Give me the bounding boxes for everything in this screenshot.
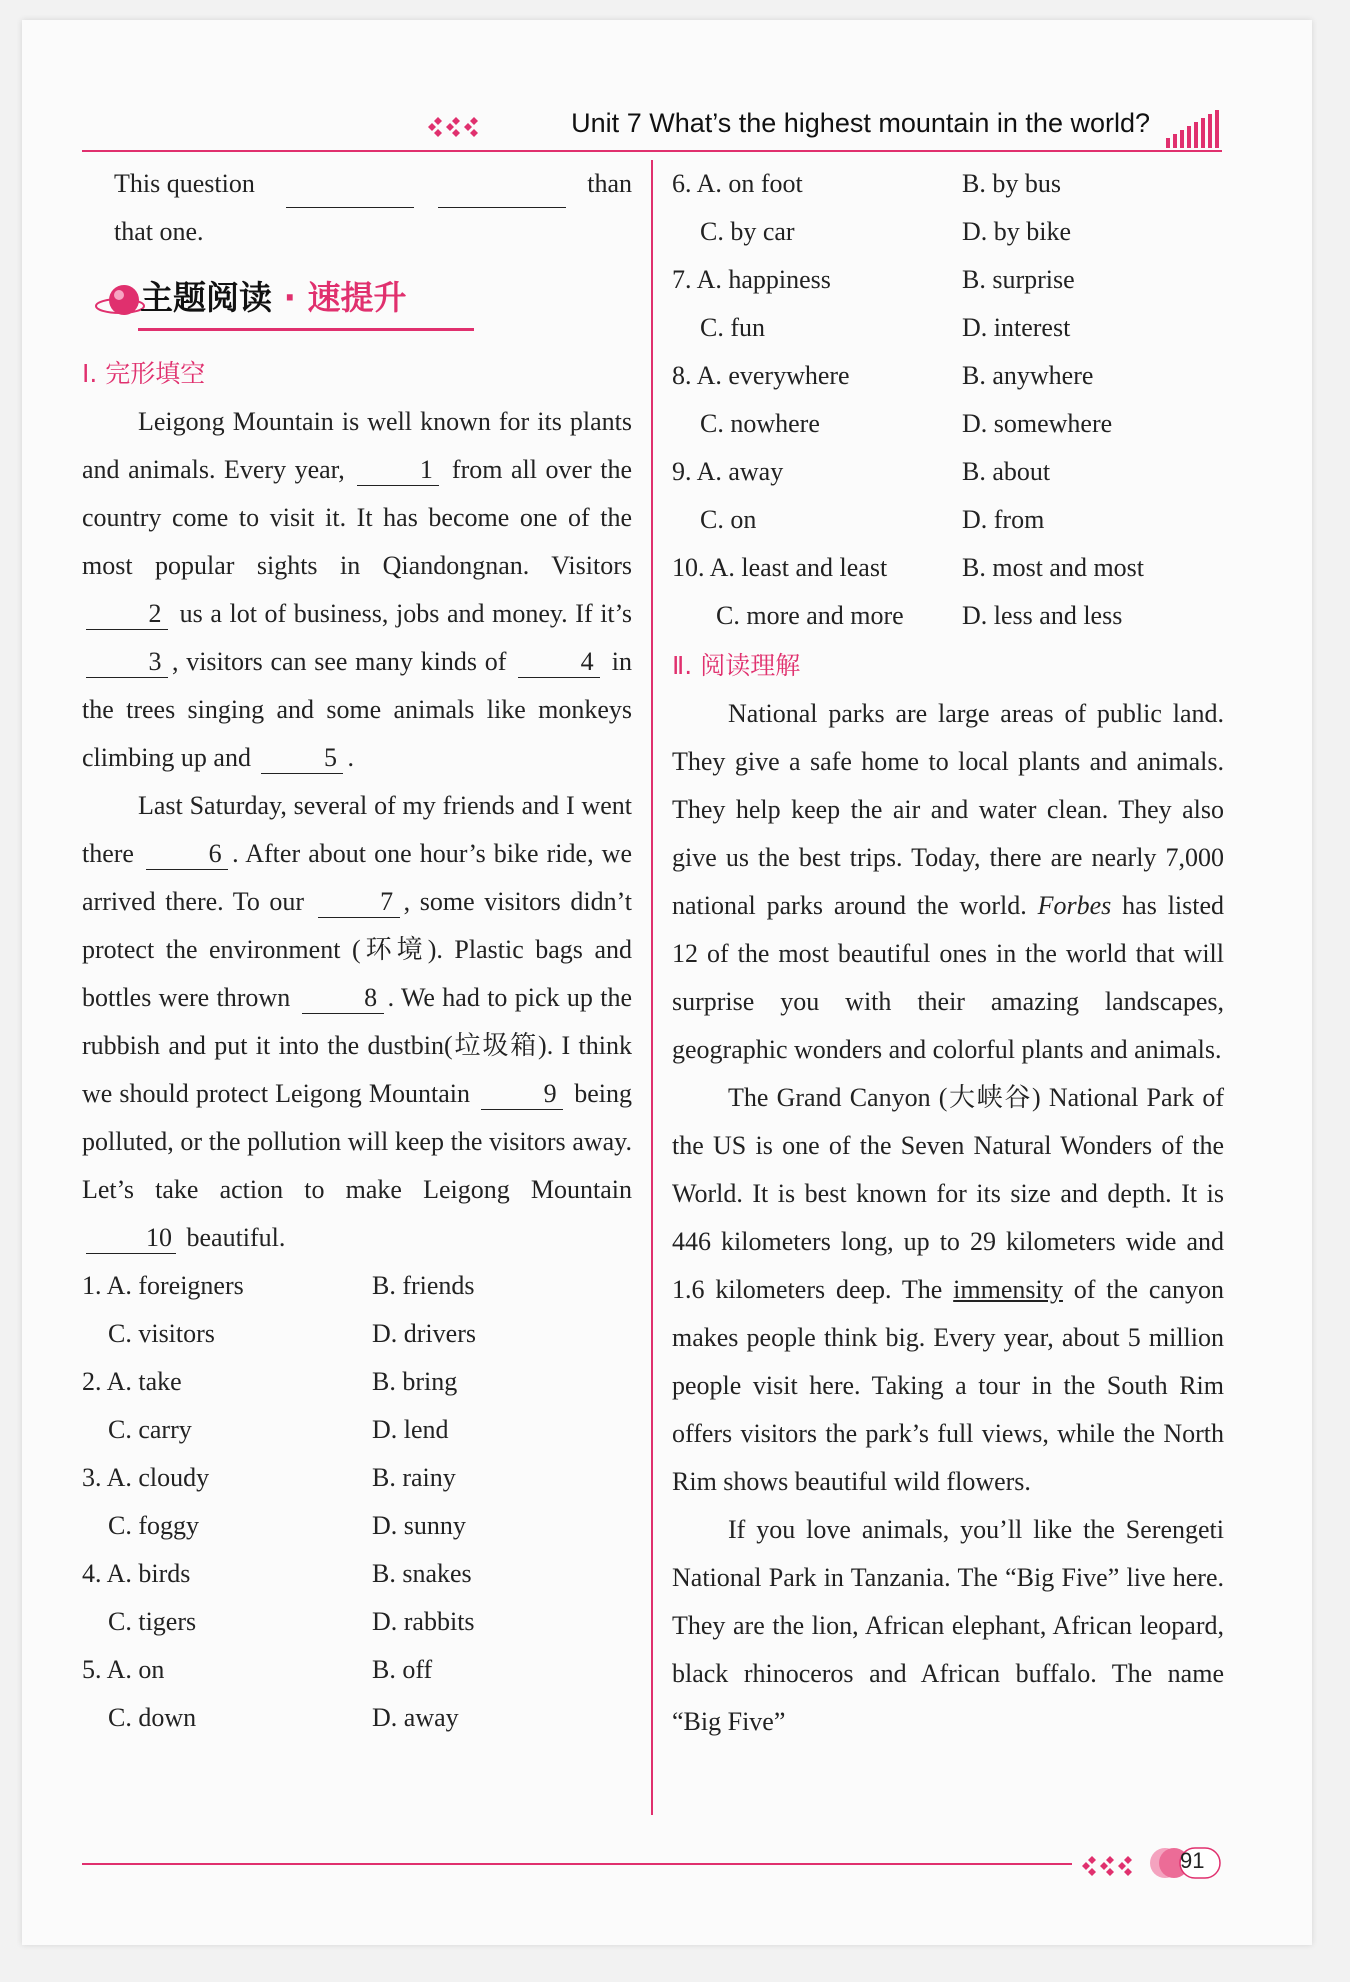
reading-paragraph-2: The Grand Canyon (大峡谷) National Park of the US is one of the Seven Natural Wonders of the World. It is best known for its size and depth. It is 446 kilometers long, up to 29 kilometers wide and 1.6 kilometers deep. The immensity of the canyon makes people think big. Every year, about 5 million people visit here. Taking a tour in the South Rim offers visitors the park’s full views, while the North Rim shows beautiful wild flowers. (672, 1083, 1224, 1496)
option-d[interactable]: D. somewhere (962, 409, 1113, 438)
option-d[interactable]: D. sunny (372, 1511, 466, 1540)
option-d[interactable]: D. rabbits (372, 1607, 475, 1636)
option-row (82, 1454, 632, 1502)
option-b[interactable]: B. rainy (372, 1463, 456, 1492)
option-c[interactable]: C. tigers (108, 1607, 197, 1636)
option-row (672, 544, 1224, 592)
options-table-right (672, 160, 1224, 640)
option-b[interactable]: B. snakes (372, 1559, 472, 1588)
option-a[interactable]: 2. A. take (82, 1367, 182, 1396)
option-a[interactable]: 10. A. least and least (672, 553, 888, 582)
signal-bars-icon (1164, 108, 1222, 148)
banner-subtitle: 速提升 (307, 278, 407, 317)
cloze-blank-2[interactable]: 2 (86, 599, 168, 630)
carryover-line-1: This question than (82, 160, 632, 208)
option-c[interactable]: C. fun (700, 313, 765, 342)
column-divider (651, 160, 653, 1815)
section-banner (82, 256, 632, 348)
answer-blank[interactable] (286, 160, 414, 208)
option-b[interactable]: B. surprise (962, 265, 1075, 294)
cloze-paragraph-1: Leigong Mountain is well known for its plants and animals. Every year, 1 from all over the country come to visit it. It has become one of the most popular sights in Qiandongnan. Visitors 2 us a lot of business, jobs and money. If it’s 3 , visitors can see many kinds of 4 in the trees singing and some animals like monkeys climbing up and 5 . (82, 407, 633, 772)
option-d[interactable]: D. by bike (962, 217, 1072, 246)
forbes-text: Forbes (1037, 891, 1112, 920)
option-row (82, 1358, 632, 1406)
banner-underline (138, 328, 474, 331)
option-d[interactable]: D. interest (962, 313, 1071, 342)
cloze-blank-1[interactable]: 1 (357, 455, 439, 486)
section-title-reading: Ⅱ. 阅读理解 (672, 651, 801, 680)
option-a[interactable]: 8. A. everywhere (672, 361, 850, 390)
diamond-cluster-icon (426, 114, 482, 140)
section-title-cloze: Ⅰ. 完形填空 (82, 359, 206, 388)
banner-dot: · (283, 278, 297, 317)
option-b[interactable]: B. off (372, 1655, 433, 1684)
cloze-paragraph-2: Last Saturday, several of my friends and I went there 6 . After about one hour’s bike ride, we arrived there. To our 7 , some visitors didn’t protect the environment (环境). Plastic bags and bottles were thrown 8 . We had to pick up the rubbish and put it into the dustbin(垃圾箱). I think we should protect Leigong Mountain 9 being polluted, or the pollution will keep the visitors away. Let’s take action to make Leigong Mountain 10 beautiful. (82, 791, 633, 1252)
cloze-blank-8[interactable]: 8 (302, 983, 384, 1014)
header-rule (82, 150, 1222, 152)
option-row (82, 1550, 632, 1598)
footer-rule (82, 1863, 1072, 1865)
page-number: 91 (1180, 1848, 1205, 1873)
cloze-blank-3[interactable]: 3 (86, 647, 168, 678)
cloze-blank-4[interactable]: 4 (518, 647, 600, 678)
option-c[interactable]: C. nowhere (700, 409, 820, 438)
option-row (82, 1262, 632, 1310)
reading-paragraph-3: If you love animals, you’ll like the Serengeti National Park in Tanzania. The “Big Five” live here. They are the lion, African elephant, African leopard, black rhinoceros and African buffalo. The name “Big Five” (672, 1515, 1224, 1736)
option-row (672, 352, 1224, 400)
page-header (82, 108, 1222, 154)
option-a[interactable]: 6. A. on foot (672, 169, 803, 198)
unit-title: Unit 7 What’s the highest mountain in the world? (571, 108, 1150, 138)
right-column (672, 160, 1224, 1746)
option-d[interactable]: D. away (372, 1703, 459, 1732)
option-row (82, 1502, 632, 1550)
cloze-blank-5[interactable]: 5 (261, 743, 343, 774)
option-a[interactable]: 3. A. cloudy (82, 1463, 210, 1492)
option-row (82, 1406, 632, 1454)
answer-blank[interactable] (438, 160, 566, 208)
cloze-blank-9[interactable]: 9 (481, 1079, 563, 1110)
option-a[interactable]: 5. A. on (82, 1655, 165, 1684)
option-row (82, 1646, 632, 1694)
option-b[interactable]: B. by bus (962, 169, 1061, 198)
option-d[interactable]: D. lend (372, 1415, 449, 1444)
option-c[interactable]: C. on (700, 505, 757, 534)
diamond-cluster-icon (1080, 1853, 1136, 1879)
options-table-left (82, 1262, 632, 1742)
option-b[interactable]: B. about (962, 457, 1051, 486)
option-a[interactable]: 1. A. foreigners (82, 1271, 244, 1300)
option-row (672, 160, 1224, 208)
option-c[interactable]: C. down (108, 1703, 197, 1732)
option-row (672, 400, 1224, 448)
cloze-blank-7[interactable]: 7 (318, 887, 400, 918)
option-c[interactable]: C. foggy (108, 1511, 199, 1540)
option-row (672, 208, 1224, 256)
option-a[interactable]: 7. A. happiness (672, 265, 831, 294)
option-a[interactable]: 9. A. away (672, 457, 784, 486)
option-c[interactable]: C. by car (700, 217, 795, 246)
option-c[interactable]: C. visitors (108, 1319, 215, 1348)
option-a[interactable]: 4. A. birds (82, 1559, 191, 1588)
option-row (672, 448, 1224, 496)
cloze-blank-10[interactable]: 10 (86, 1223, 176, 1254)
option-d[interactable]: D. drivers (372, 1319, 476, 1348)
option-row (672, 256, 1224, 304)
option-row (672, 592, 1224, 640)
cloze-blank-6[interactable]: 6 (146, 839, 228, 870)
option-d[interactable]: D. from (962, 505, 1045, 534)
left-column (82, 160, 632, 1742)
option-c[interactable]: C. more and more (716, 601, 904, 630)
banner-title: 主题阅读 (140, 278, 272, 317)
option-row (82, 1310, 632, 1358)
option-row (82, 1598, 632, 1646)
option-d[interactable]: D. less and less (962, 601, 1123, 630)
option-b[interactable]: B. most and most (962, 553, 1145, 582)
option-row (672, 304, 1224, 352)
option-b[interactable]: B. anywhere (962, 361, 1094, 390)
reading-paragraph-1: National parks are large areas of public land. They give a safe home to local plants and animals. They help keep the air and water clean. They also give us the best trips. Today, there are nearly 7,000 national parks around the world. Forbes has listed 12 of the most beautiful ones in the world that will surprise you with their amazing landscapes, geographic wonders and colorful plants and animals. (672, 699, 1225, 1064)
underlined-word: immensity (953, 1275, 1063, 1304)
carryover-line-2: that one. (114, 217, 204, 246)
option-b[interactable]: B. friends (372, 1271, 475, 1300)
option-row (672, 496, 1224, 544)
option-b[interactable]: B. bring (372, 1367, 458, 1396)
option-row (82, 1694, 632, 1742)
option-c[interactable]: C. carry (108, 1415, 192, 1444)
